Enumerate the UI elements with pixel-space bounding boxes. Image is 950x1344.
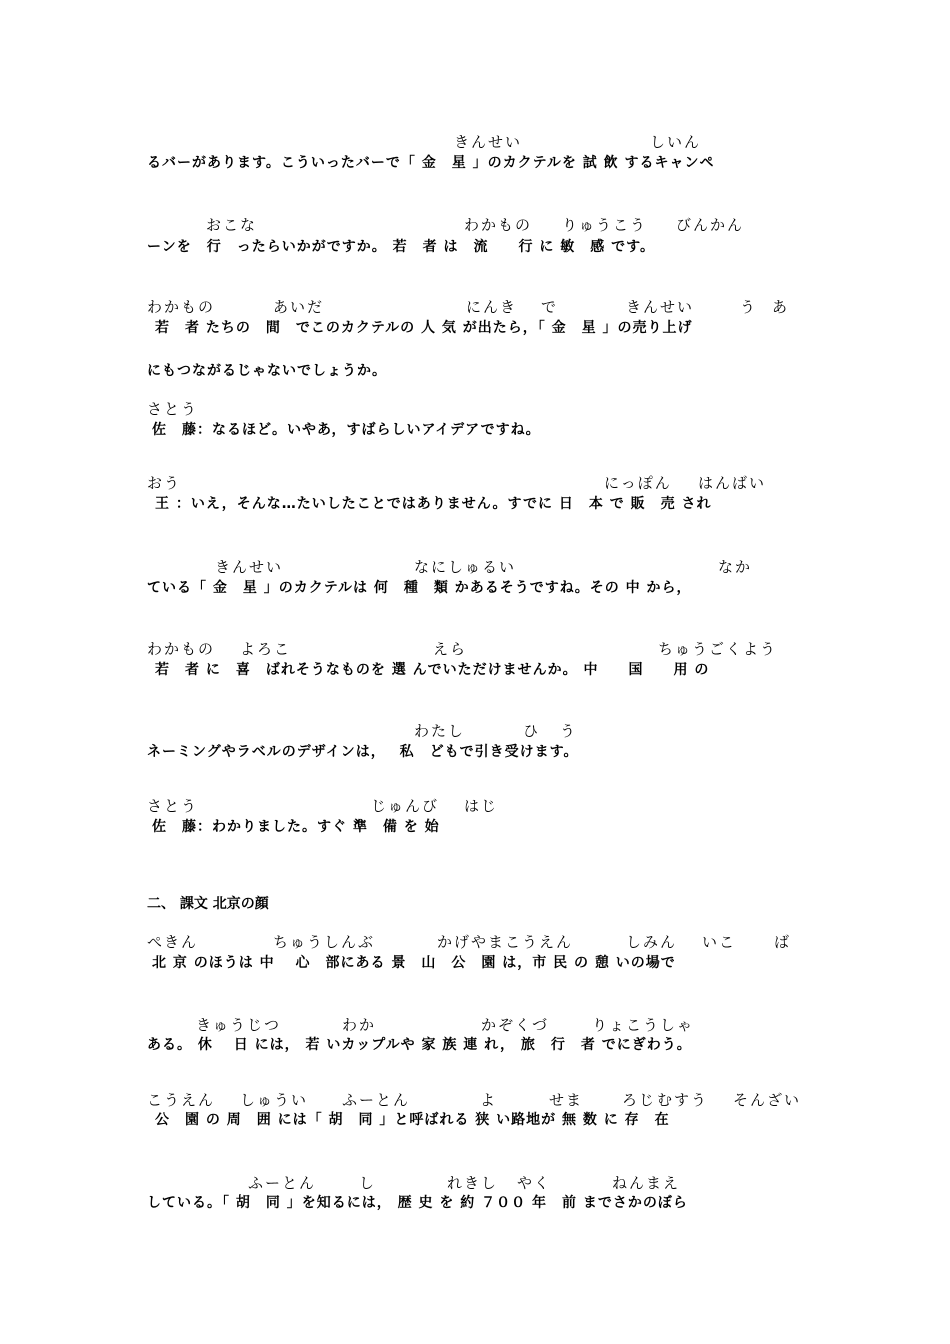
- furigana: きんせい: [454, 133, 523, 151]
- furigana: わか: [342, 1016, 377, 1034]
- furigana: わたし: [414, 722, 466, 740]
- furigana: りゅうこう: [562, 216, 648, 234]
- text-line: [0, 1109, 950, 1129]
- furigana: う: [560, 722, 578, 740]
- furigana: わかもの: [147, 298, 216, 316]
- furigana: そんざい: [733, 1091, 802, 1109]
- furigana-line: [0, 398, 950, 418]
- furigana: はんばい: [698, 474, 767, 492]
- furigana: ば: [774, 933, 792, 951]
- furigana: にんき: [466, 298, 518, 316]
- text-line: [0, 419, 950, 439]
- furigana: せま: [549, 1091, 584, 1109]
- text-line: [0, 577, 950, 597]
- furigana: やく: [517, 1174, 552, 1192]
- furigana-line: [0, 1089, 950, 1109]
- text-line: [0, 1192, 950, 1212]
- furigana: しいん: [650, 133, 702, 151]
- body-text: るバーがあります。こういったバーで「 金 星 」のカクテルを 試 飲 するキャンペ: [147, 155, 715, 171]
- furigana: ちゅうごくよう: [658, 640, 778, 658]
- furigana: あ: [772, 298, 790, 316]
- section-heading: [0, 893, 950, 913]
- furigana: かげやまこうえん: [437, 933, 574, 951]
- text-line: [0, 741, 950, 761]
- body-text: ネーミングやラベルのデザインは， 私 どもで引き受けます。: [147, 744, 579, 760]
- furigana: ねんまえ: [612, 1174, 681, 1192]
- furigana: あいだ: [273, 298, 325, 316]
- body-text: 佐 藤：わかりました。すぐ 準 備 を 始: [152, 819, 440, 835]
- body-text: 王 ：いえ，そんな…たいしたことではありません。すでに 日 本 で 販 売 され: [155, 496, 712, 512]
- text-line: [0, 816, 950, 836]
- furigana: ろじ: [622, 1091, 657, 1109]
- furigana-line: [0, 296, 950, 316]
- text-line: [0, 493, 950, 513]
- body-text: ーンを 行 ったらいかがですか。 若 者 は 流 行 に 敏 感 です。: [147, 239, 655, 255]
- furigana-line: [0, 931, 950, 951]
- text-line: [0, 152, 950, 172]
- furigana: よろこ: [240, 640, 292, 658]
- furigana: きんせい: [626, 298, 695, 316]
- body-text: 若 者 に 喜 ばれそうなものを 選 んでいただけませんか。 中 国 用 の: [155, 662, 710, 678]
- furigana: れきし: [447, 1174, 499, 1192]
- body-text: 若 者 たちの 間 でこのカクテルの 人 気 が出たら，「 金 星 」の売り上げ: [155, 320, 693, 336]
- body-text: 佐 藤：なるほど。いやあ，すばらしいアイデアですね。: [152, 422, 541, 438]
- furigana: ひ: [523, 722, 541, 740]
- furigana-line: [0, 720, 950, 740]
- furigana: よ: [480, 1091, 498, 1109]
- text-line: [0, 236, 950, 256]
- furigana: おこな: [206, 216, 258, 234]
- furigana: わかもの: [464, 216, 533, 234]
- text-line: [0, 1034, 950, 1054]
- furigana-line: [0, 1014, 950, 1034]
- furigana: かぞくづ: [481, 1016, 550, 1034]
- body-text: 公 園 の 周 囲 には「 胡 同 」と呼ばれる 狭 い路地が 無 数 に 存 在: [155, 1112, 670, 1128]
- furigana: しゅうい: [240, 1091, 309, 1109]
- furigana: えら: [433, 640, 468, 658]
- furigana: むすう: [657, 1091, 709, 1109]
- furigana: なにしゅるい: [414, 558, 517, 576]
- furigana: ちゅうしんぶ: [273, 933, 376, 951]
- furigana: じゅんび: [371, 797, 440, 815]
- furigana-line: [0, 795, 950, 815]
- text-line: [0, 360, 950, 380]
- body-text: ている「 金 星 」のカクテルは 何 種 類 かあるそうですね。その 中 から，: [147, 580, 692, 596]
- furigana: ふーとん: [248, 1174, 317, 1192]
- furigana: わかもの: [147, 640, 216, 658]
- furigana: し: [359, 1174, 377, 1192]
- furigana: しみん: [626, 933, 678, 951]
- furigana-line: [0, 131, 950, 151]
- furigana: さとう: [147, 400, 199, 418]
- text-line: [0, 952, 950, 972]
- furigana: こうえん: [147, 1091, 216, 1109]
- furigana-line: [0, 1172, 950, 1192]
- furigana: いこ: [702, 933, 737, 951]
- text-line: [0, 659, 950, 679]
- furigana: りょこうしゃ: [592, 1016, 695, 1034]
- furigana: きゅうじつ: [196, 1016, 282, 1034]
- furigana: う: [740, 298, 758, 316]
- furigana-line: [0, 638, 950, 658]
- body-text: ある。 休 日 には， 若 いカップルや 家 族 連 れ， 旅 行 者 でにぎわう。: [147, 1037, 692, 1053]
- furigana: きんせい: [215, 558, 284, 576]
- furigana: はじ: [464, 797, 499, 815]
- furigana: おう: [147, 474, 182, 492]
- furigana: さとう: [147, 797, 199, 815]
- body-text: している。「 胡 同 」を知るには， 歴 史 を 約 ７００ 年 前 までさかのぼら: [147, 1195, 688, 1211]
- heading-text: 二、 課文 北京の顔: [147, 896, 269, 912]
- furigana-line: [0, 214, 950, 234]
- body-text: にもつながるじゃないでしょうか。: [147, 363, 387, 379]
- furigana-line: [0, 556, 950, 576]
- body-text: 北 京 のほうは 中 心 部にある 景 山 公 園 は，市 民 の 憩 いの場で: [152, 955, 676, 971]
- furigana: ぺきん: [147, 933, 199, 951]
- furigana: ふーとん: [342, 1091, 411, 1109]
- furigana: にっぽん: [604, 474, 672, 492]
- text-line: [0, 317, 950, 337]
- furigana-line: [0, 472, 950, 492]
- furigana: で: [541, 298, 559, 316]
- furigana: びんかん: [676, 216, 745, 234]
- furigana: なか: [718, 558, 753, 576]
